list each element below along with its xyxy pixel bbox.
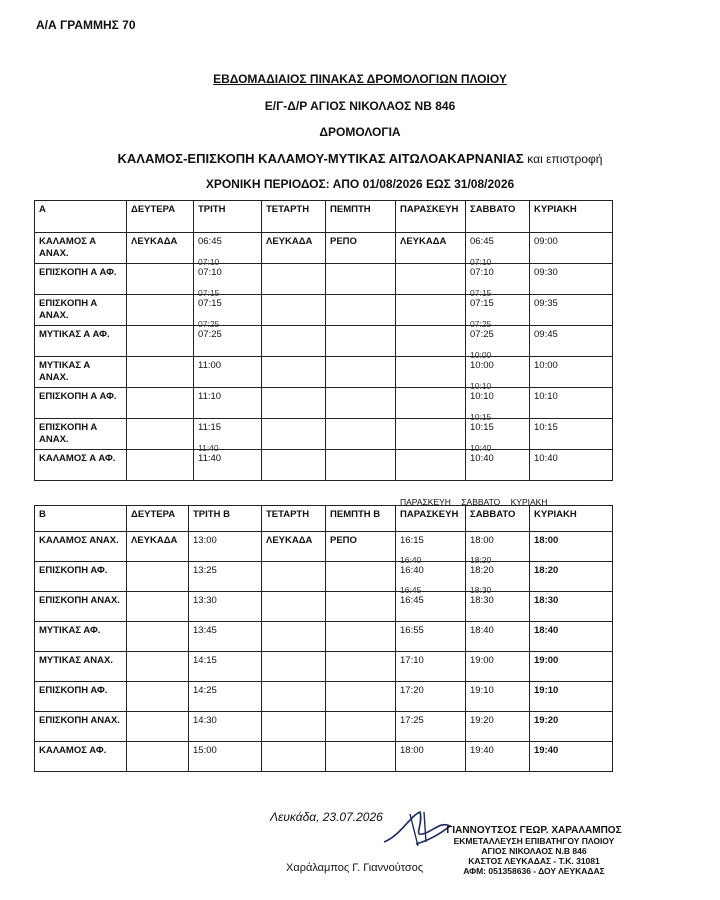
table-header-cell: ΤΕΤΑΡΤΗ [262,201,326,233]
schedule-cell-wed [262,592,326,622]
stop-name: ΕΠΙΣΚΟΠΗ ΑΝΑΧ. [39,595,120,606]
time-value: 18:00 [534,535,559,546]
stop-name-cell [35,652,127,682]
schedule-cell-sat [466,326,530,360]
schedule-cell-sun [530,742,613,772]
overprinted-time: 07:25 [470,319,492,329]
schedule-cell-sat [466,682,530,712]
time-value: 06:45 [470,236,494,247]
schedule-cell-sun [530,682,613,712]
time-value: 18:30 [470,595,494,606]
time-value: 17:10 [400,655,424,666]
stop-name: ΕΠΙΣΚΟΠΗ Α ΑΝΑΧ. [39,422,98,445]
table-header-cell: ΤΡΙΤΗ Β [189,506,262,532]
schedule-cell-tue [194,295,262,329]
schedule-cell-wed [262,295,326,326]
table-a-header-row [35,201,613,233]
time-value: ΛΕΥΚΑΔΑ [131,236,178,247]
time-value: 18:20 [534,565,559,576]
stop-name: ΜΥΤΙΚΑΣ ΑΝΑΧ. [39,655,113,666]
time-value: 16:45 [400,595,424,606]
schedule-cell-thu [326,450,396,481]
stop-name: ΚΑΛΑΜΟΣ Α ΑΝΑΧ. [39,236,97,259]
schedule-cell-thu [326,388,396,419]
time-value: 06:45 [198,236,222,247]
schedule-cell-sun [530,532,613,562]
schedule-cell-thu [326,233,396,264]
stop-name: ΜΥΤΙΚΑΣ Α ΑΝΑΧ. [39,360,91,383]
time-value: 19:20 [470,715,494,726]
time-value: 16:55 [400,625,424,636]
time-value: 19:20 [534,715,559,726]
stamp-line: ΑΓΙΟΣ ΝΙΚΟΛΑΟΣ Ν.Β 846 [481,846,587,856]
time-value: ΛΕΥΚΑΔΑ [266,236,313,247]
time-value: 09:30 [534,267,558,278]
schedule-cell-sat [466,388,530,422]
overprinted-time: 10:00 [470,350,492,360]
schedule-cell-fri [396,357,466,388]
time-value: 10:00 [470,360,494,371]
time-value: 16:40 [400,565,424,576]
schedule-cell-tue [189,562,262,592]
above-day: ΠΑΡΑΣΚΕΥΗ [400,497,451,507]
above-day: ΚΥΡΙΑΚΗ [510,497,548,507]
table-row [35,652,613,682]
overprinted-time: 10:40 [470,443,492,453]
schedule-cell-sat [466,295,530,329]
route-name: ΚΑΛΑΜΟΣ-ΕΠΙΣΚΟΠΗ ΚΑΛΑΜΟΥ-ΜΥΤΙΚΑΣ ΑΙΤΩΛΟΑΚΑΡΝΑΝΙΑΣ [117,151,524,166]
stop-name-cell [35,742,127,772]
schedule-cell-mon [127,562,189,592]
stop-name-cell [35,622,127,652]
schedule-cell-wed [262,562,326,592]
schedule-cell-fri [396,264,466,295]
schedule-cell-tue [189,592,262,622]
time-value: ΛΕΥΚΑΔΑ [131,535,178,546]
table-row [35,357,613,388]
time-value: 14:30 [193,715,217,726]
time-value: 14:15 [193,655,217,666]
table-header-cell: ΠΕΜΠΤΗ Β [326,506,396,532]
time-value: ΡΕΠΟ [330,236,357,247]
schedule-cell-fri [396,682,466,712]
table-row [35,388,613,419]
schedule-cell-fri [396,562,466,595]
schedule-cell-mon [127,532,189,562]
table-header-cell: Α [35,201,127,233]
schedule-cell-tue [189,532,262,562]
table-row [35,742,613,772]
table-row [35,592,613,622]
schedule-cell-fri [396,295,466,326]
time-value: 10:40 [470,453,494,464]
schedule-cell-thu [326,742,396,772]
schedule-cell-sun [530,419,613,450]
overprinted-time: 11:40 [198,443,219,453]
stop-name: ΜΥΤΙΚΑΣ ΑΦ. [39,625,101,636]
schedule-cell-thu [326,326,396,357]
document-title: ΕΒΔΟΜΑΔΙΑΙΟΣ ΠΙΝΑΚΑΣ ΔΡΟΜΟΛΟΓΙΩΝ ΠΛΟΙΟΥ [213,72,507,86]
stop-name-cell [35,388,127,419]
schedule-cell-thu [326,419,396,450]
stop-name: ΕΠΙΣΚΟΠΗ ΑΝΑΧ. [39,715,120,726]
schedule-cell-sun [530,357,613,388]
schedule-cell-sun [530,592,613,622]
table-row [35,233,613,264]
schedule-cell-thu [326,682,396,712]
table-row [35,562,613,592]
schedule-cell-sun [530,326,613,357]
time-value: 19:10 [534,685,559,696]
schedule-cell-thu [326,264,396,295]
schedule-cell-thu [326,622,396,652]
table-row [35,264,613,295]
time-value: 09:00 [534,236,558,247]
schedule-cell-fri [396,592,466,622]
time-value: 19:10 [470,685,494,696]
time-value: 13:30 [193,595,217,606]
time-period: ΧΡΟΝΙΚΗ ΠΕΡΙΟΔΟΣ: ΑΠΟ 01/08/2026 ΕΩΣ 31/08/2026 [205,177,515,191]
time-value: 18:00 [470,535,494,546]
schedule-cell-fri [396,532,466,565]
schedule-cell-thu [326,562,396,592]
schedule-cell-sat [466,450,530,481]
time-value: 07:25 [470,329,494,340]
stop-name-cell [35,592,127,622]
schedule-cell-sun [530,450,613,481]
schedule-cell-tue [189,742,262,772]
time-value: 10:15 [470,422,494,433]
stop-name-cell [35,562,127,592]
schedule-cell-sat [466,357,530,391]
overprinted-time: 07:10 [470,257,492,267]
time-value: 07:15 [470,298,494,309]
time-value: ΡΕΠΟ [330,535,357,546]
overprinted-time: 07:10 [198,257,220,267]
schedule-cell-tue [194,450,262,481]
schedule-cell-mon [127,419,194,450]
time-value: 11:00 [198,360,222,371]
time-value: 10:10 [470,391,494,402]
above-day: ΣΑΒΒΑΤΟ [461,497,501,507]
time-value: ΛΕΥΚΑΔΑ [266,535,313,546]
time-value: 15:00 [193,745,217,756]
time-value: 18:40 [534,625,559,636]
stop-name-cell [35,357,127,388]
schedule-cell-sun [530,233,613,264]
time-value: 18:40 [470,625,494,636]
schedule-cell-tue [189,682,262,712]
time-value: 19:00 [534,655,559,666]
line-number: Α/Α ΓΡΑΜΜΗΣ 70 [36,18,136,32]
table-row [35,326,613,357]
overprinted-time: 07:25 [198,319,220,329]
schedule-cell-sat [466,562,530,595]
schedule-cell-tue [194,388,262,419]
stop-name: ΚΑΛΑΜΟΣ ΑΦ. [39,745,107,756]
schedule-cell-wed [262,712,326,742]
schedule-cell-sat [466,652,530,682]
schedule-cell-wed [262,326,326,357]
schedule-cell-fri [396,652,466,682]
time-value: 19:40 [470,745,494,756]
time-value: 07:10 [198,267,222,278]
schedule-cell-wed [262,264,326,295]
time-value: 10:15 [534,422,558,433]
time-value: 11:40 [198,453,222,464]
table-header-cell: Β [35,506,127,532]
time-value: 13:25 [193,565,217,576]
overprinted-time: 07:15 [198,288,220,298]
table-b-header-row [35,506,613,532]
schedule-cell-wed [262,357,326,388]
schedule-cell-sat [466,712,530,742]
schedule-cell-thu [326,357,396,388]
schedule-cell-sat [466,532,530,565]
schedule-cell-sat [466,264,530,298]
schedule-cell-fri [396,419,466,450]
time-value: 18:00 [400,745,424,756]
schedule-cell-sun [530,622,613,652]
schedule-cell-sat [466,742,530,772]
schedule-cell-thu [326,712,396,742]
overprinted-time: 10:10 [470,381,492,391]
table-row [35,532,613,562]
overprinted-time: 16:40 [400,555,422,565]
schedule-cell-wed [262,652,326,682]
schedule-cell-fri [396,712,466,742]
schedule-cell-mon [127,592,189,622]
schedule-cell-fri [396,450,466,481]
time-value: 11:15 [198,422,222,433]
schedule-cell-mon [127,652,189,682]
table-header-cell: ΠΑΡΑΣΚΕΥΗ [396,506,466,532]
schedule-table-b [34,505,613,772]
schedule-table-a [34,200,613,481]
stop-name: ΚΑΛΑΜΟΣ Α ΑΦ. [39,453,116,464]
routes-label: ΔΡΟΜΟΛΟΓΙΑ [319,125,401,139]
schedule-cell-tue [189,622,262,652]
schedule-cell-wed [262,419,326,450]
schedule-cell-sat [466,592,530,622]
table-header-cell: ΣΑΒΒΑΤΟ [466,506,530,532]
schedule-cell-thu [326,295,396,326]
table-header-cell: ΔΕΥΤΕΡΑ [127,201,194,233]
stop-name: ΚΑΛΑΜΟΣ ΑΝΑΧ. [39,535,119,546]
schedule-cell-tue [194,264,262,298]
table-header-cell: ΠΑΡΑΣΚΕΥΗ [396,201,466,233]
stop-name: ΕΠΙΣΚΟΠΗ Α ΑΝΑΧ. [39,298,98,321]
schedule-cell-mon [127,712,189,742]
overprinted-time: 18:30 [470,585,492,595]
schedule-cell-tue [194,357,262,388]
time-value: 13:00 [193,535,217,546]
schedule-cell-mon [127,295,194,326]
stop-name: ΕΠΙΣΚΟΠΗ Α ΑΦ. [39,391,117,402]
overprinted-time: 07:15 [470,288,492,298]
schedule-cell-sun [530,652,613,682]
stop-name: ΜΥΤΙΚΑΣ Α ΑΦ. [39,329,110,340]
time-value: 14:25 [193,685,217,696]
schedule-cell-sun [530,264,613,295]
stop-name-cell [35,450,127,481]
time-value: 07:10 [470,267,494,278]
schedule-cell-sun [530,295,613,326]
time-value: 13:45 [193,625,217,636]
schedule-cell-sat [466,233,530,267]
route-suffix: και επιστροφή [527,152,603,166]
schedule-cell-fri [396,388,466,419]
table-header-cell: ΠΕΜΠΤΗ [326,201,396,233]
table-row [35,295,613,326]
schedule-cell-mon [127,233,194,264]
overprinted-time: 16:45 [400,585,422,595]
schedule-cell-wed [262,233,326,264]
vessel-name: Ε/Γ-Δ/Ρ ΑΓΙΟΣ ΝΙΚΟΛΑΟΣ ΝΒ 846 [264,99,456,113]
time-value: 18:20 [470,565,494,576]
schedule-cell-wed [262,742,326,772]
schedule-cell-mon [127,742,189,772]
time-value: 07:25 [198,329,222,340]
table-row [35,682,613,712]
stamp-line: ΕΚΜΕΤΑΛΛΕΥΣΗ ΕΠΙΒΑΤΗΓΟΥ ΠΛΟΙΟΥ [453,836,615,846]
time-value: 11:10 [198,391,222,402]
schedule-cell-thu [326,652,396,682]
route-description [0,151,720,166]
stop-name-cell [35,682,127,712]
schedule-cell-tue [194,326,262,357]
table-row [35,622,613,652]
overprinted-time: 18:20 [470,555,492,565]
schedule-cell-wed [262,622,326,652]
stop-name-cell [35,532,127,562]
time-value: 19:00 [470,655,494,666]
table-header-cell: ΔΕΥΤΕΡΑ [127,506,189,532]
schedule-cell-sat [466,622,530,652]
schedule-cell-fri [396,233,466,264]
place-date: Λευκάδα, 23.07.2026 [270,810,383,824]
schedule-cell-thu [326,592,396,622]
schedule-cell-mon [127,264,194,295]
time-value: 17:20 [400,685,424,696]
time-value: 09:35 [534,298,558,309]
time-value: 09:45 [534,329,558,340]
schedule-cell-mon [127,450,194,481]
table-row [35,712,613,742]
time-value: 17:25 [400,715,424,726]
table-header-cell: ΚΥΡΙΑΚΗ [530,201,613,233]
time-value: 10:00 [534,360,558,371]
time-value: 10:40 [534,453,558,464]
stop-name-cell [35,295,127,326]
schedule-cell-mon [127,388,194,419]
stop-name: ΕΠΙΣΚΟΠΗ Α ΑΦ. [39,267,117,278]
schedule-cell-mon [127,622,189,652]
stop-name-cell [35,419,127,450]
stamp-line: ΑΦΜ: 051358636 - ΔΟΥ ΛΕΥΚΑΔΑΣ [463,866,605,876]
table-row [35,450,613,481]
schedule-cell-tue [189,652,262,682]
schedule-cell-sat [466,419,530,453]
schedule-cell-tue [194,419,262,453]
schedule-cell-mon [127,357,194,388]
stop-name: ΕΠΙΣΚΟΠΗ ΑΦ. [39,565,108,576]
schedule-cell-wed [262,450,326,481]
stop-name-cell [35,326,127,357]
table-header-cell: ΚΥΡΙΑΚΗ [530,506,613,532]
company-stamp [444,826,624,876]
stop-name-cell [35,264,127,295]
stop-name: ΕΠΙΣΚΟΠΗ ΑΦ. [39,685,108,696]
stop-name-cell [35,712,127,742]
schedule-cell-thu [326,532,396,562]
table-row [35,419,613,450]
table-header-cell: ΤΕΤΑΡΤΗ [262,506,326,532]
table-header-cell: ΣΑΒΒΑΤΟ [466,201,530,233]
schedule-cell-mon [127,682,189,712]
schedule-cell-fri [396,326,466,357]
stamp-line: ΓΙΑΝΝΟΥΤΣΟΣ ΓΕΩΡ. ΧΑΡΑΛΑΜΠΟΣ [446,825,622,836]
time-value: 16:15 [400,535,424,546]
time-value: 19:40 [534,745,559,756]
time-value: 10:10 [534,391,558,402]
schedule-cell-wed [262,388,326,419]
signer-name: Χαράλαμπος Γ. Γιαννούτσος [286,862,424,874]
schedule-cell-fri [396,622,466,652]
schedule-cell-fri [396,742,466,772]
schedule-cell-sun [530,712,613,742]
schedule-cell-wed [262,532,326,562]
schedule-cell-mon [127,326,194,357]
schedule-cell-tue [189,712,262,742]
table-header-cell: ΤΡΙΤΗ [194,201,262,233]
time-value: 18:30 [534,595,559,606]
stop-name-cell [35,233,127,264]
schedule-cell-tue [194,233,262,267]
schedule-cell-wed [262,682,326,712]
schedule-cell-sun [530,562,613,592]
schedule-cell-sun [530,388,613,419]
stamp-line: ΚΑΣΤΟΣ ΛΕΥΚΑΔΑΣ - Τ.Κ. 31081 [468,856,600,866]
time-value: ΛΕΥΚΑΔΑ [400,236,447,247]
time-value: 07:15 [198,298,222,309]
overprinted-time: 10:15 [470,412,492,422]
